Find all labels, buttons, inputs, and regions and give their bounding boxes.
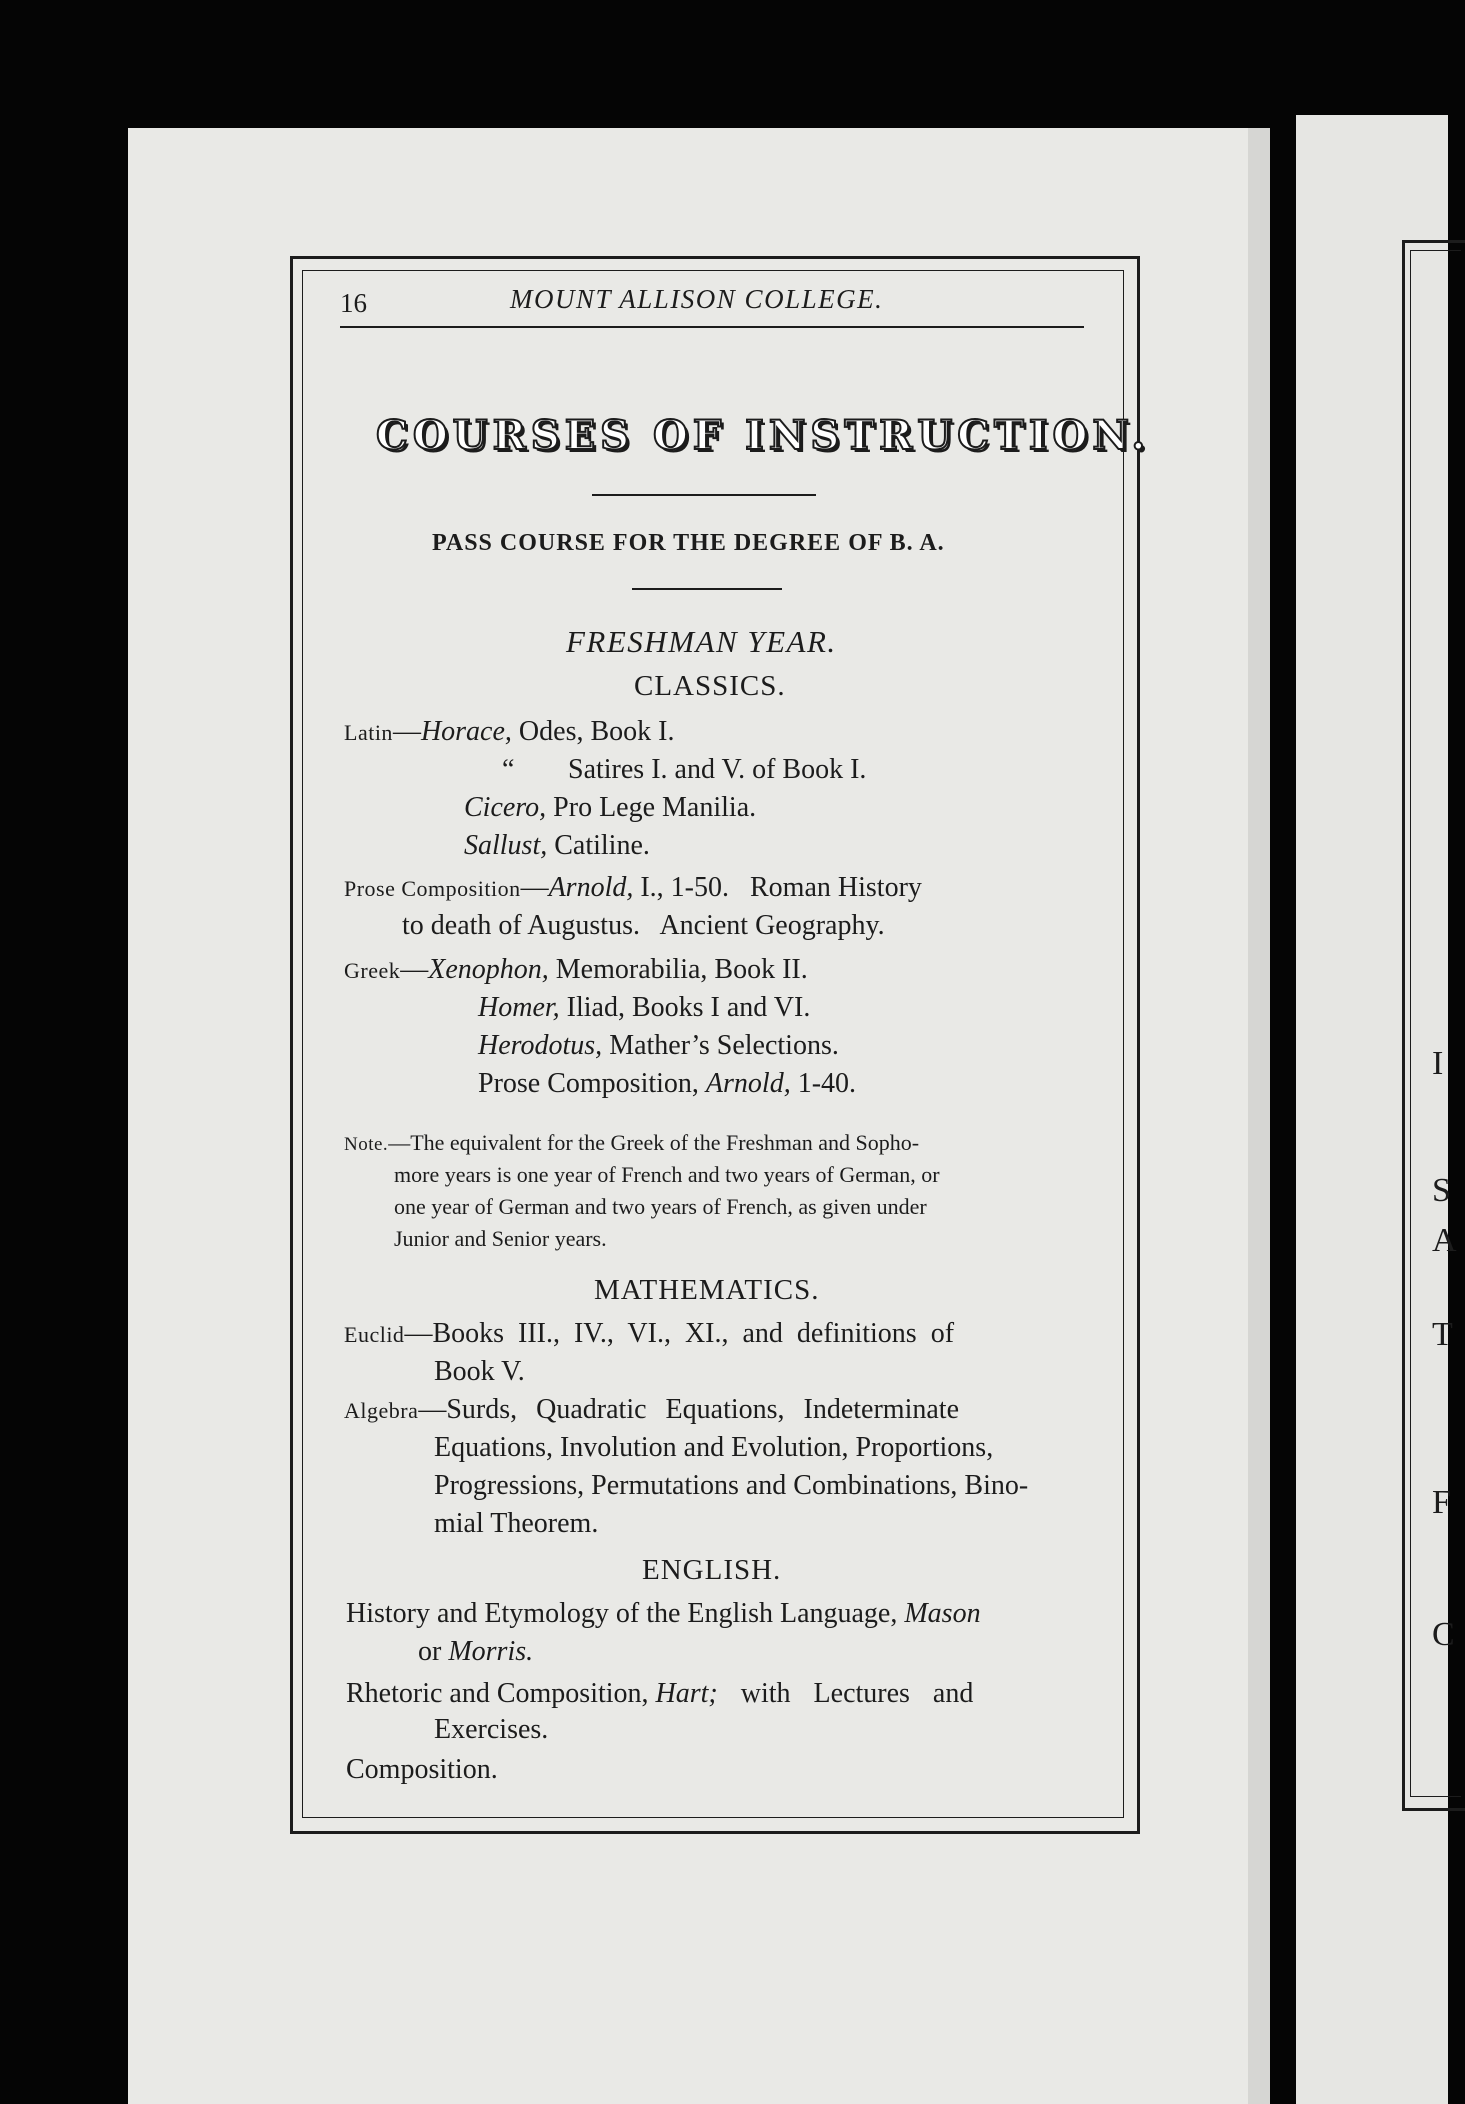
english-line-4: Exercises. xyxy=(434,1714,549,1745)
adjacent-letter: F xyxy=(1432,1484,1451,1521)
header-rule xyxy=(340,326,1084,328)
euclid-label: Euclid xyxy=(344,1322,405,1347)
english-heading: ENGLISH. xyxy=(642,1554,782,1586)
author: Morris. xyxy=(448,1636,534,1667)
page-gutter-shadow xyxy=(1248,128,1270,2104)
text: Satires I. and V. of Book I. xyxy=(568,754,867,785)
author: Arnold, xyxy=(705,1068,791,1099)
english-line-2 xyxy=(418,1636,533,1668)
greek-line-4 xyxy=(478,1068,856,1100)
mathematics-heading: MATHEMATICS. xyxy=(594,1274,820,1306)
dash: — xyxy=(400,954,429,985)
author: Cicero, xyxy=(464,792,547,823)
note-line-4: Junior and Senior years. xyxy=(394,1226,607,1251)
adjacent-letter: S xyxy=(1432,1172,1451,1209)
note-label: Note. xyxy=(344,1134,389,1155)
text: History and Etymology of the English Language, xyxy=(346,1598,905,1629)
greek-line-3 xyxy=(478,1030,839,1062)
dash: — xyxy=(404,1318,433,1349)
dash: — xyxy=(418,1394,447,1425)
euclid-line-2: Book V. xyxy=(434,1356,525,1387)
latin-line-2 xyxy=(502,754,514,786)
title-rule xyxy=(592,494,816,496)
year-heading: FRESHMAN YEAR. xyxy=(566,624,837,659)
text: Surds, Quadratic Equations, Indeterminate xyxy=(446,1394,960,1425)
text: —The equivalent for the Greek of the Freshman and Sopho- xyxy=(388,1130,920,1155)
adjacent-letter: I xyxy=(1432,1045,1444,1082)
english-line-1 xyxy=(346,1598,981,1630)
latin-line-3 xyxy=(464,792,756,824)
algebra-line-3: Progressions, Permutations and Combinations, Bino- xyxy=(434,1470,1029,1501)
text: Prose Composition, xyxy=(478,1068,706,1099)
author: Horace, xyxy=(420,716,512,747)
ditto-mark: “ xyxy=(502,754,515,785)
algebra-line-4: mial Theorem. xyxy=(434,1508,599,1539)
note-line-1 xyxy=(344,1130,919,1156)
degree-rule xyxy=(632,588,782,590)
euclid-line-1 xyxy=(344,1318,954,1350)
prose-line-2: to death of Augustus. Ancient Geography. xyxy=(402,910,885,941)
page-content xyxy=(340,284,1151,1804)
prose-line-1 xyxy=(344,872,922,904)
text: Odes, Book I. xyxy=(511,716,675,747)
text: Memorabilia, Book II. xyxy=(548,954,808,985)
text: Rhetoric and Composition, xyxy=(346,1678,656,1709)
dash: — xyxy=(392,716,421,747)
text: or xyxy=(418,1636,449,1667)
algebra-line-2: Equations, Involution and Evolution, Proportions, xyxy=(434,1432,994,1463)
author: Homer, xyxy=(478,992,560,1023)
greek-label: Greek xyxy=(344,958,401,983)
text: I., 1-50. Roman History xyxy=(633,872,922,903)
text: 1-40. xyxy=(790,1068,857,1099)
page-number: 16 xyxy=(340,288,367,318)
greek-line-2 xyxy=(478,992,810,1024)
author: Herodotus, xyxy=(478,1030,603,1061)
degree-heading: PASS COURSE FOR THE DEGREE OF B. A. xyxy=(432,530,945,556)
algebra-label: Algebra xyxy=(344,1398,419,1423)
author: Mason xyxy=(904,1598,981,1629)
adjacent-page-frame-inner xyxy=(1410,250,1461,1797)
author: Arnold, xyxy=(548,872,634,903)
english-line-5: Composition. xyxy=(346,1754,498,1785)
note-line-3: one year of German and two years of French, as given under xyxy=(394,1194,927,1219)
text: with Lectures and xyxy=(717,1678,974,1709)
latin-line-1 xyxy=(344,716,674,748)
author: Xenophon, xyxy=(428,954,549,985)
prose-label: Prose Composition xyxy=(344,876,521,901)
author: Sallust, xyxy=(464,830,548,861)
running-title: MOUNT ALLISON COLLEGE. xyxy=(510,284,884,314)
adjacent-letter: T xyxy=(1432,1316,1453,1353)
latin-line-2-text xyxy=(568,754,866,786)
text: Iliad, Books I and VI. xyxy=(559,992,811,1023)
latin-line-4 xyxy=(464,830,650,862)
note-line-2: more years is one year of French and two years of German, or xyxy=(394,1162,940,1187)
greek-line-1 xyxy=(344,954,808,986)
dash: — xyxy=(520,872,549,903)
latin-label: Latin xyxy=(344,720,393,745)
text: Books III., IV., VI., XI., and definitions of xyxy=(432,1318,955,1349)
text: Mather’s Selections. xyxy=(602,1030,839,1061)
text: Pro Lege Manilia. xyxy=(546,792,757,823)
algebra-line-1 xyxy=(344,1394,959,1426)
adjacent-letter: C xyxy=(1432,1616,1455,1653)
classics-heading: CLASSICS. xyxy=(634,670,786,702)
author: Hart; xyxy=(655,1678,718,1709)
adjacent-letter: A xyxy=(1432,1222,1457,1259)
text: Catiline. xyxy=(547,830,650,861)
page-title: COURSES OF INSTRUCTION. xyxy=(376,412,1151,459)
english-line-3 xyxy=(346,1678,973,1710)
